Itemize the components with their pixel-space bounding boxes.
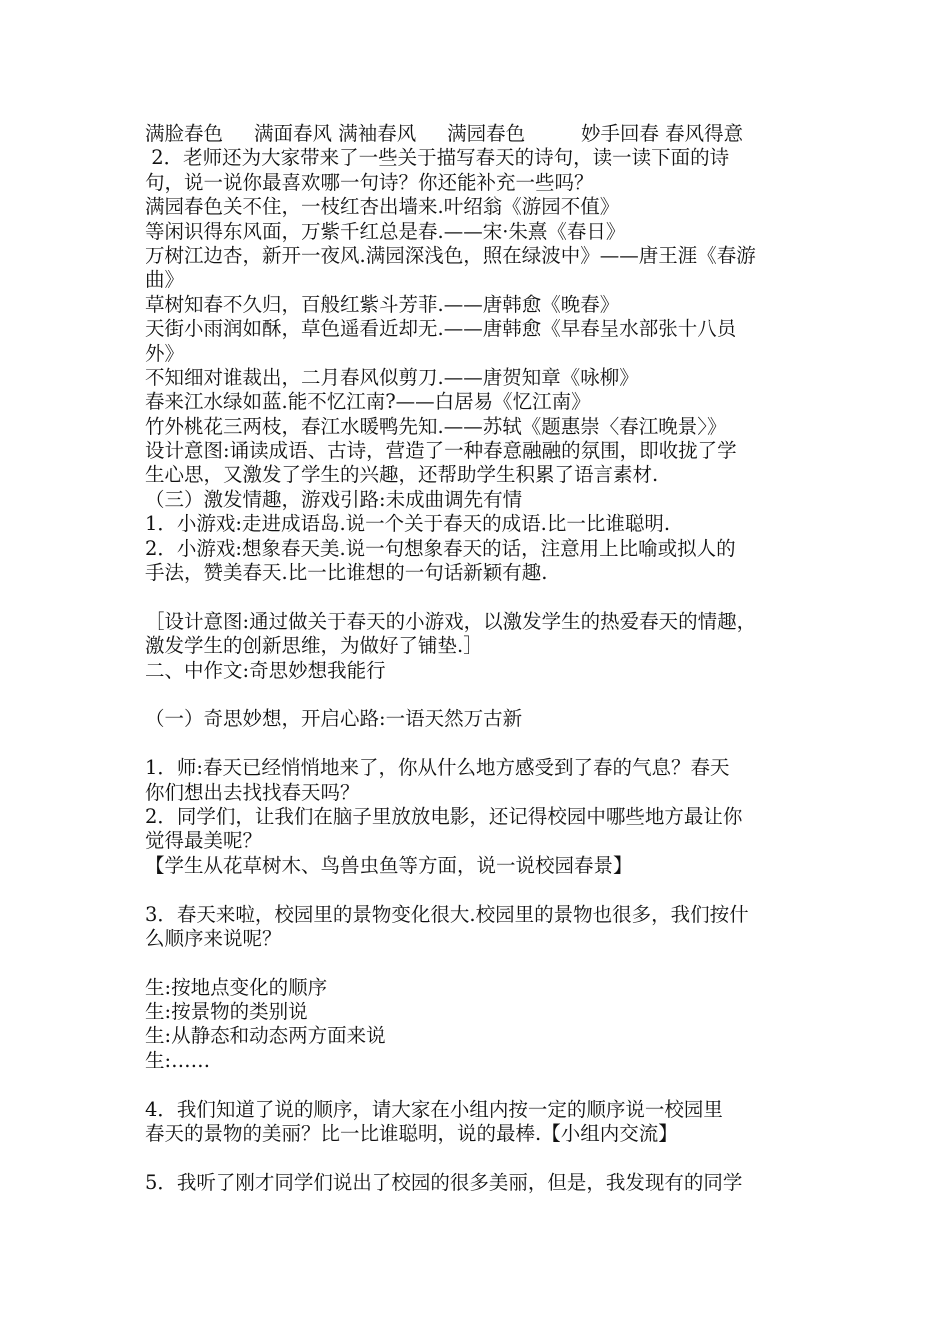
poem-line: 竹外桃花三两枝，春江水暖鸭先知.——苏轼《题惠崇〈春江晚景〉》 [145,414,727,438]
section-heading: 二、中作文:奇思妙想我能行 [145,658,386,682]
idiom-list-line: 满脸春色 满面春风 满袖春风 满园春色 妙手回春 春风得意 [145,122,744,145]
design-intent-line: 设计意图:诵读成语、古诗，营造了一种春意融融的氛围，即收拢了学 [145,439,737,463]
poem-line: 春来江水绿如蓝.能不忆江南?——白居易《忆江南》 [145,390,591,414]
blank-line [145,951,815,975]
text-line: 句，说一说你最喜欢哪一句诗？你还能补充一些吗？ [145,170,594,194]
text-line: 1．师:春天已经悄悄地来了，你从什么地方感受到了春的气息？春天 [145,756,730,780]
blank-line [145,732,815,756]
text-line: 3．春天来啦，校园里的景物变化很大.校园里的景物也很多，我们按什 [145,902,749,926]
document-body [145,122,815,1195]
poem-line: 曲》 [145,268,185,292]
blank-line [145,878,815,902]
text-line: 2．小游戏:想象春天美.说一句想象春天的话，注意用上比喻或拟人的 [145,536,736,560]
poem-line: 不知细对谁裁出，二月春风似剪刀.——唐贺知章《咏柳》 [145,365,639,389]
poem-line: 天街小雨润如酥，草色遥看近却无.——唐韩愈《早春呈水部张十八员 [145,317,737,341]
blank-line [145,683,815,707]
answer-line: 生:…… [145,1048,211,1072]
text-line: 1．小游戏:走进成语岛.说一个关于春天的成语.比一比谁聪明. [145,512,671,536]
text-line: 4．我们知道了说的顺序，请大家在小组内按一定的顺序说一校园里 [145,1097,723,1121]
text-line: 5．我听了刚才同学们说出了校园的很多美丽，但是，我发现有的同学 [145,1170,743,1194]
text-line: 2．老师还为大家带来了一些关于描写春天的诗句，读一读下面的诗 [145,146,730,170]
text-line: 手法，赞美春天.比一比谁想的一句话新颖有趣. [145,561,548,585]
blank-line [145,585,815,609]
design-intent-line: ［设计意图:通过做关于春天的小游戏，以激发学生的热爱春天的情趣， [145,609,757,633]
answer-line: 生:按景物的类别说 [145,1000,308,1024]
text-line: 你们想出去找找春天吗？ [145,780,360,804]
section-heading: （一）奇思妙想，开启心路:一语天然万古新 [145,707,523,731]
text-line: 【学生从花草树木、鸟兽虫鱼等方面，说一说校园春景】 [145,853,633,877]
blank-line [145,1146,815,1170]
text-line: 觉得最美呢？ [145,829,263,853]
poem-line: 外》 [145,341,185,365]
poem-line: 满园春色关不住，一枝红杏出墙来.叶绍翁《游园不值》 [145,195,620,219]
text-line: 么顺序来说呢？ [145,926,282,950]
blank-line [145,1073,815,1097]
poem-line: 万树江边杏，新开一夜风.满园深浅色，照在绿波中》——唐王涯《春游 [145,243,756,267]
poem-line: 等闲识得东风面，万紫千红总是春.——宋·朱熹《春日》 [145,219,626,243]
answer-line: 生:从静态和动态两方面来说 [145,1024,386,1048]
section-heading: （三）激发情趣，游戏引路:未成曲调先有情 [145,487,523,511]
text-line: 2．同学们，让我们在脑子里放放电影，还记得校园中哪些地方最让你 [145,804,743,828]
text-line: 春天的景物的美丽？比一比谁聪明，说的最棒.【小组内交流】 [145,1122,678,1146]
answer-line: 生:按地点变化的顺序 [145,975,328,999]
design-intent-line: 激发学生的创新思维，为做好了铺垫.］ [145,634,483,658]
design-intent-line: 生心思，又激发了学生的兴趣，还帮助学生积累了语言素材. [145,463,659,487]
poem-line: 草树知春不久归，百般红紫斗芳菲.——唐韩愈《晚春》 [145,292,620,316]
